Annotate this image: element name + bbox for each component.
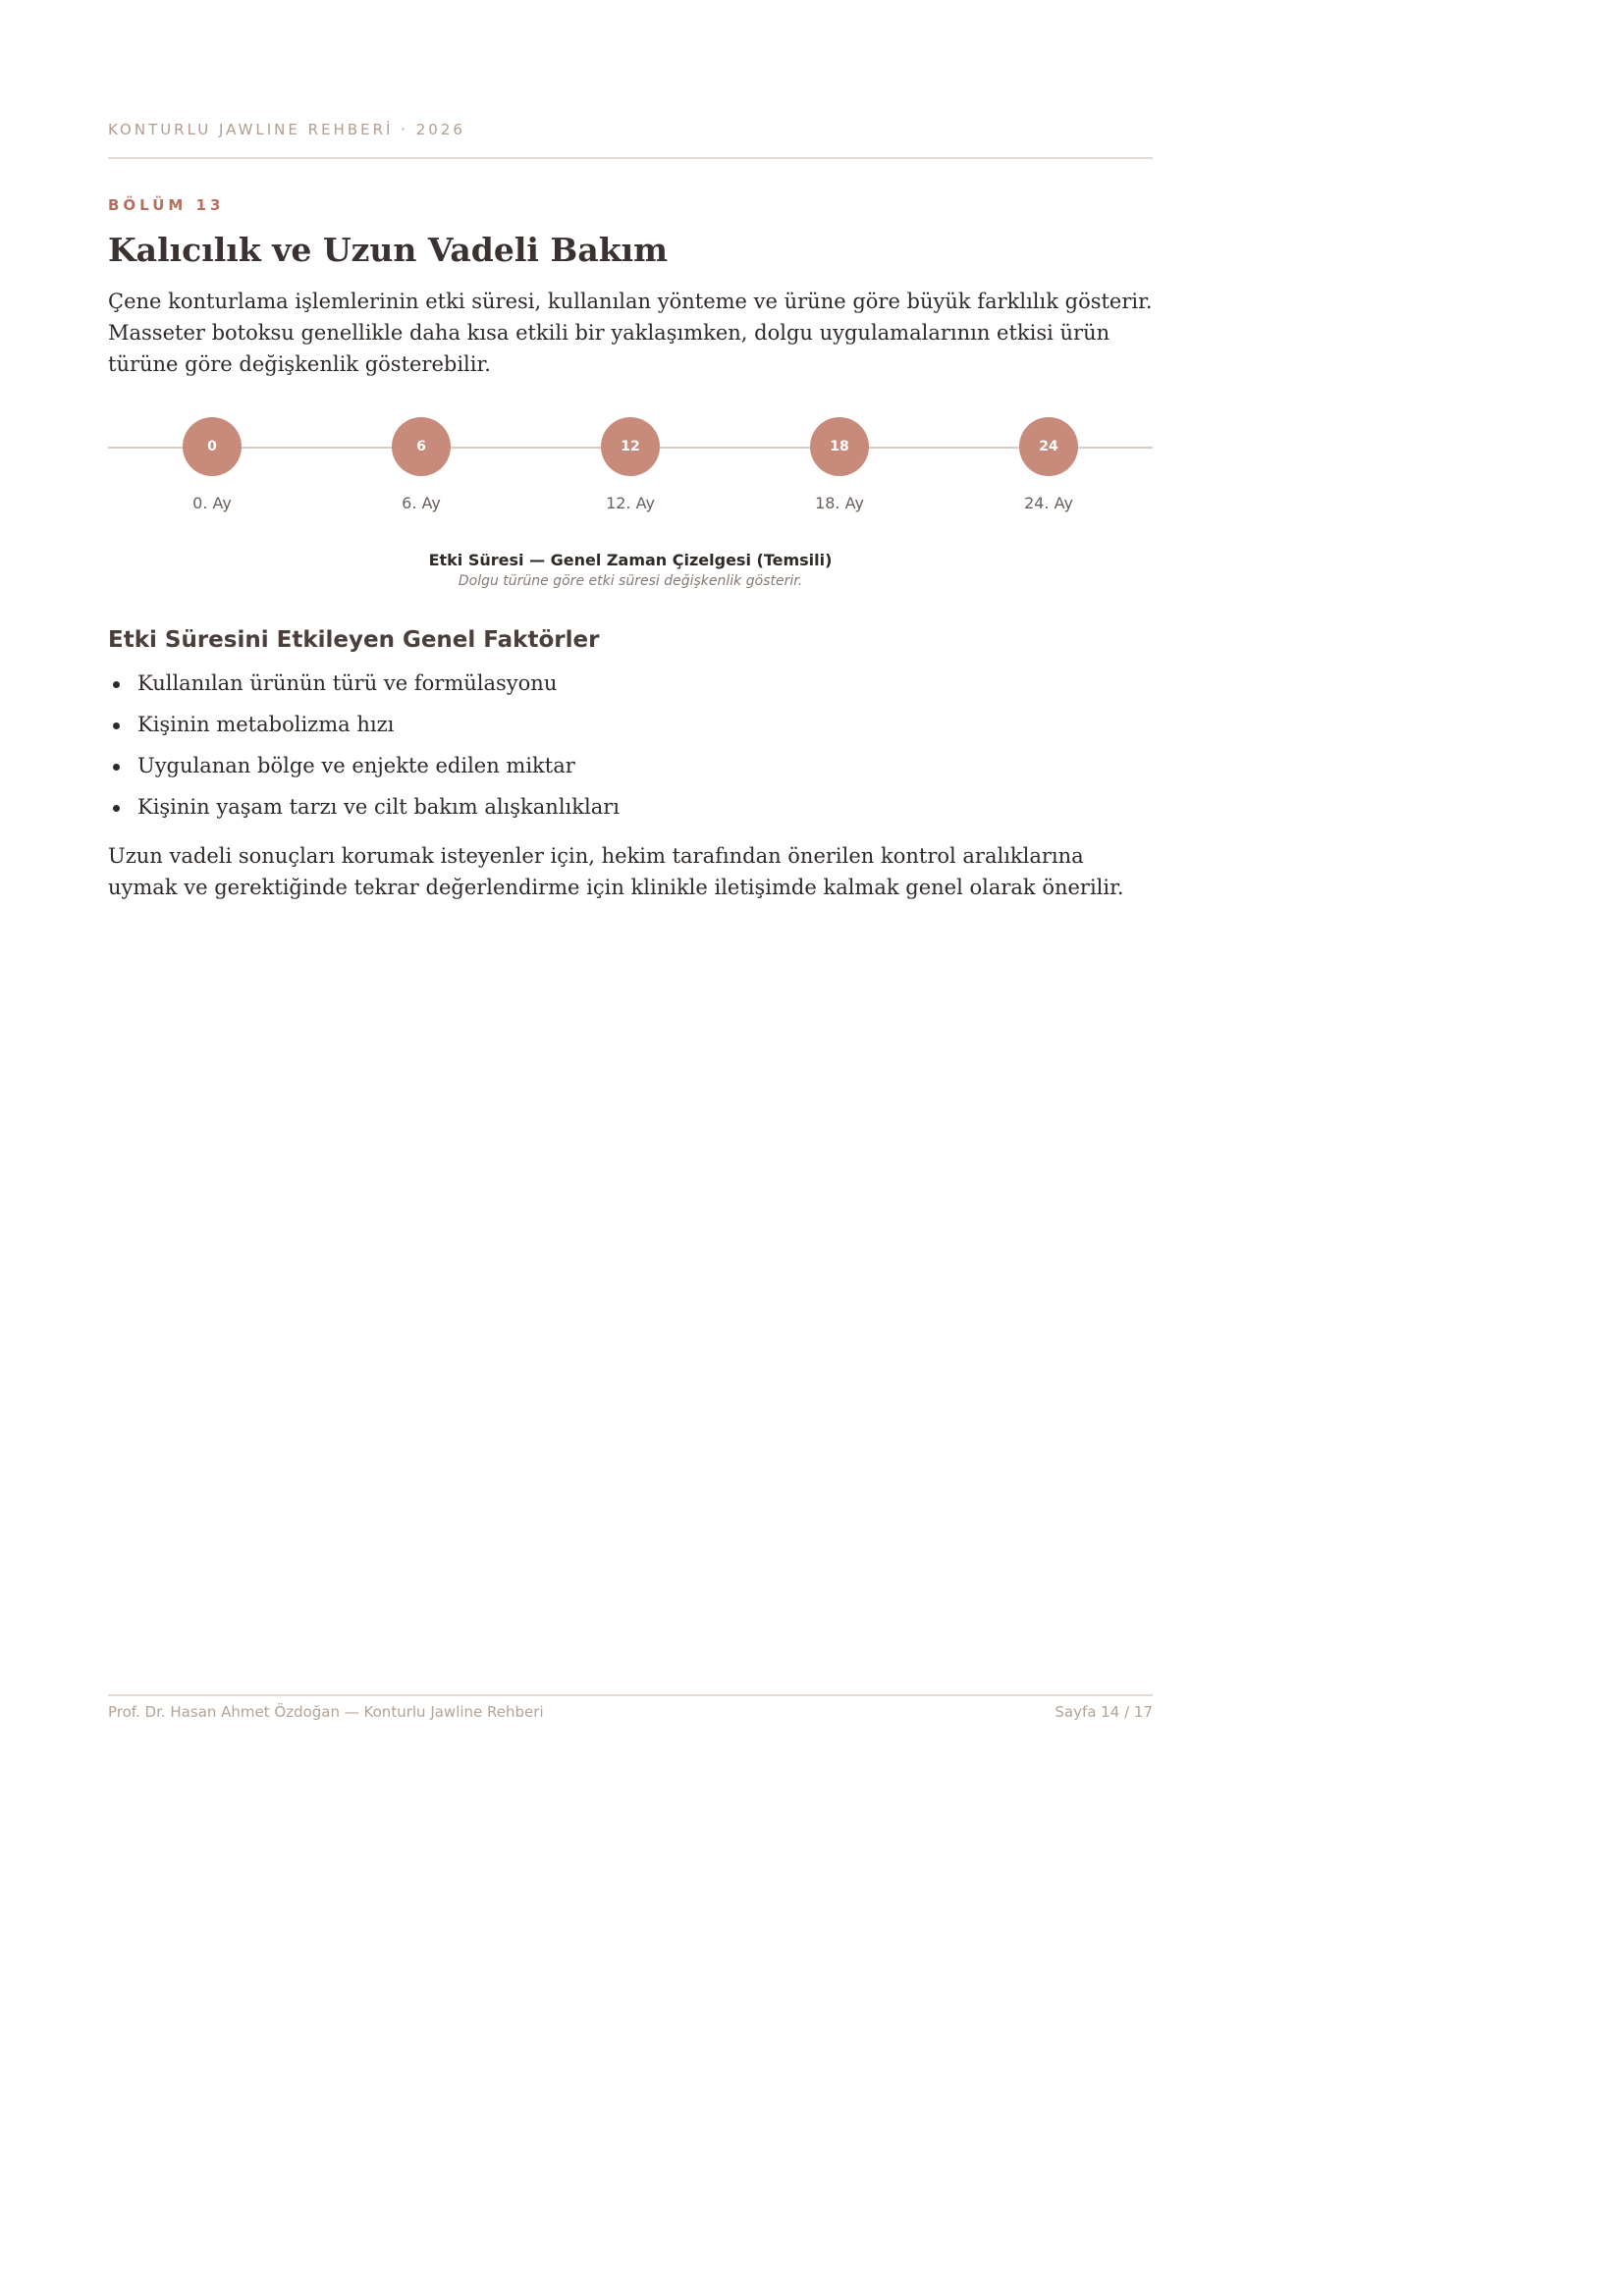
list-item: [108, 667, 1153, 709]
list-item-text: Kişinin yaşam tarzı ve cilt bakım alışkanlıkları: [137, 795, 620, 819]
figure-caption-title: Etki Süresi — Genel Zaman Çizelgesi (Temsili): [428, 551, 833, 569]
timeline-milestone: [1019, 417, 1078, 512]
milestone-label: 18. Ay: [815, 494, 864, 512]
running-header: KONTURLU JAWLINE REHBERİ · 2026: [108, 121, 465, 138]
milestone-marker: 6: [392, 417, 451, 476]
milestone-label: 0. Ay: [192, 494, 232, 512]
page-number: Sayfa 14 / 17: [1055, 1703, 1153, 1721]
header-divider: [108, 157, 1153, 159]
factors-list: [108, 667, 1153, 832]
list-item: [108, 750, 1153, 791]
list-item-text: Kişinin metabolizma hızı: [137, 713, 395, 736]
milestone-marker: 12: [601, 417, 660, 476]
milestone-label: 12. Ay: [606, 494, 655, 512]
timeline-milestone: [392, 417, 451, 512]
intro-paragraph: Çene konturlama işlemlerinin etki süresi, kullanılan yönteme ve ürüne göre büyük farklılık gösterir. Masseter botoksu genellikle daha kısa etkili bir yaklaşımken, dolgu uygulamalarının etkisi ürün türüne göre değişkenlik gösterebilir.: [108, 290, 1153, 376]
milestone-marker: 24: [1019, 417, 1078, 476]
list-item-text: Kullanılan ürünün türü ve formülasyonu: [137, 671, 558, 695]
section-label: BÖLÜM 13: [108, 196, 225, 214]
milestone-label: 24. Ay: [1024, 494, 1073, 512]
timeline-milestone: [183, 417, 242, 512]
bullet-icon: [113, 681, 120, 688]
milestone-marker: 0: [183, 417, 242, 476]
footer-divider: [108, 1694, 1153, 1696]
figure-caption-subtitle: Dolgu türüne göre etki süresi değişkenlik gösterir.: [458, 573, 803, 589]
timeline-milestone: [810, 417, 869, 512]
footer-author: Prof. Dr. Hasan Ahmet Özdoğan — Konturlu Jawline Rehberi: [108, 1703, 544, 1721]
milestone-marker: 18: [810, 417, 869, 476]
bullet-icon: [113, 764, 120, 771]
timeline: [108, 412, 1153, 520]
milestone-label: 6. Ay: [402, 494, 441, 512]
factors-heading: Etki Süresini Etkileyen Genel Faktörler: [108, 627, 600, 653]
timeline-milestone: [601, 417, 660, 512]
list-item-text: Uygulanan bölge ve enjekte edilen miktar: [137, 754, 575, 777]
page-title: Kalıcılık ve Uzun Vadeli Bakım: [108, 231, 669, 269]
list-item: [108, 709, 1153, 750]
bullet-icon: [113, 805, 120, 812]
bullet-icon: [113, 722, 120, 729]
closing-paragraph: Uzun vadeli sonuçları korumak isteyenler için, hekim tarafından önerilen kontrol aralıklarına uymak ve gerektiğinde tekrar değerlendirme için klinikle iletişimde kalmak genel olarak önerilir.: [108, 844, 1124, 899]
list-item: [108, 791, 1153, 832]
document-page: [108, 0, 1153, 2296]
